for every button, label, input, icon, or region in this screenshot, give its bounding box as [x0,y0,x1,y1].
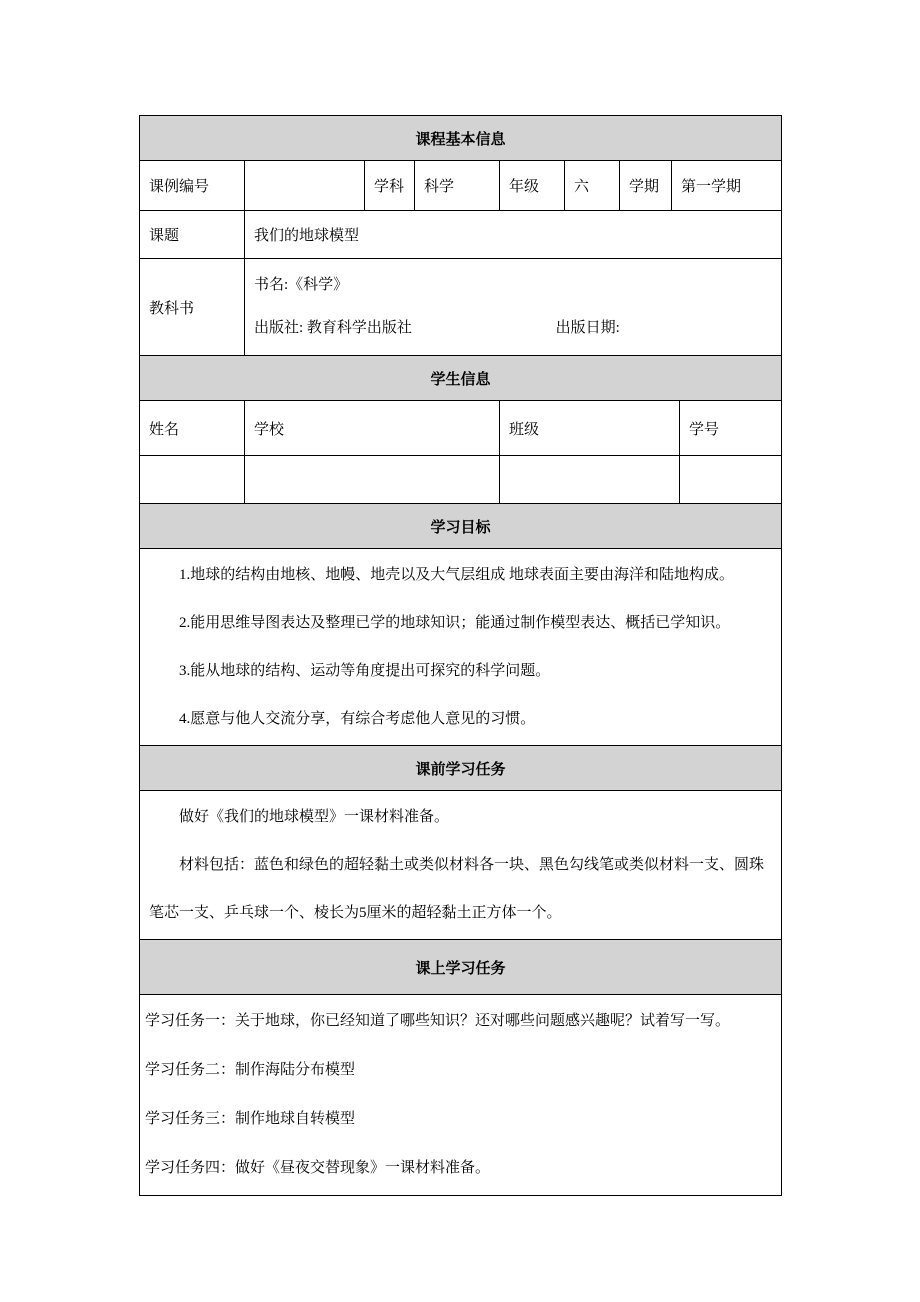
learning-goal-item: 1.地球的结构由地核、地幔、地壳以及大气层组成 地球表面主要由海洋和陆地构成。 [179,567,735,583]
subject-label: 学科 [365,161,415,211]
lesson-plan-document [139,115,781,1196]
learning-goals-cell [140,549,782,746]
textbook-label: 教科书 [140,259,245,356]
term-label: 学期 [620,161,672,211]
lesson-id-value-cell[interactable] [245,161,365,211]
student-id-input-cell[interactable] [680,456,782,504]
pre-class-tasks-cell [140,791,782,940]
in-class-task-item: 学习任务四：做好《昼夜交替现象》一课材料准备。 [145,1160,491,1176]
in-class-tasks-cell [140,995,782,1196]
student-school-input-cell[interactable] [245,456,500,504]
textbook-info-cell [245,259,782,356]
pre-class-tasks-table [139,745,782,940]
student-school-label: 学校 [245,401,500,456]
subject-value: 科学 [415,161,500,211]
textbook-publisher-line [254,307,772,350]
pre-class-paragraph: 做好《我们的地球模型》一课材料准备。 [179,809,450,825]
section-header-pre-class-tasks: 课前学习任务 [140,746,782,791]
lesson-id-label: 课例编号 [140,161,245,211]
in-class-task-item: 学习任务三：制作地球自转模型 [145,1111,356,1127]
in-class-task-item: 学习任务一：关于地球，你已经知道了哪些知识？还对哪些问题感兴趣呢？试着写一写。 [145,1013,731,1029]
textbook-publisher: 出版社: 教育科学出版社 [254,320,412,336]
section-header-learning-goals: 学习目标 [140,504,782,549]
student-info-table [139,355,782,504]
learning-goal-item: 4.愿意与他人交流分享，有综合考虑他人意见的习惯。 [179,711,536,727]
in-class-tasks-table [139,939,782,1196]
grade-value: 六 [565,161,620,211]
student-class-label: 班级 [500,401,680,456]
pre-class-paragraph: 材料包括：蓝色和绿色的超轻黏土或类似材料各一块、黑色勾线笔或类似材料一支、圆珠笔芯一支、乒乓球一个、棱长为5厘米的超轻黏土正方体一个。 [149,857,765,921]
grade-label: 年级 [500,161,565,211]
learning-goal-item: 3.能从地球的结构、运动等角度提出可探究的科学问题。 [179,663,551,679]
course-info-table [139,115,782,356]
topic-label: 课题 [140,211,245,259]
textbook-book-name: 书名:《科学》 [254,277,349,293]
student-id-label: 学号 [680,401,782,456]
section-header-course-info: 课程基本信息 [140,116,782,161]
textbook-publish-date-label: 出版日期: [555,320,620,336]
student-name-input-cell[interactable] [140,456,245,504]
learning-goals-table [139,503,782,746]
section-header-student-info: 学生信息 [140,356,782,401]
student-name-label: 姓名 [140,401,245,456]
learning-goal-item: 2.能用思维导图表达及整理已学的地球知识；能通过制作模型表达、概括已学知识。 [179,615,731,631]
student-class-input-cell[interactable] [500,456,680,504]
in-class-task-item: 学习任务二：制作海陆分布模型 [145,1062,356,1078]
section-header-in-class-tasks: 课上学习任务 [140,940,782,995]
topic-value: 我们的地球模型 [245,211,782,259]
term-value: 第一学期 [672,161,782,211]
